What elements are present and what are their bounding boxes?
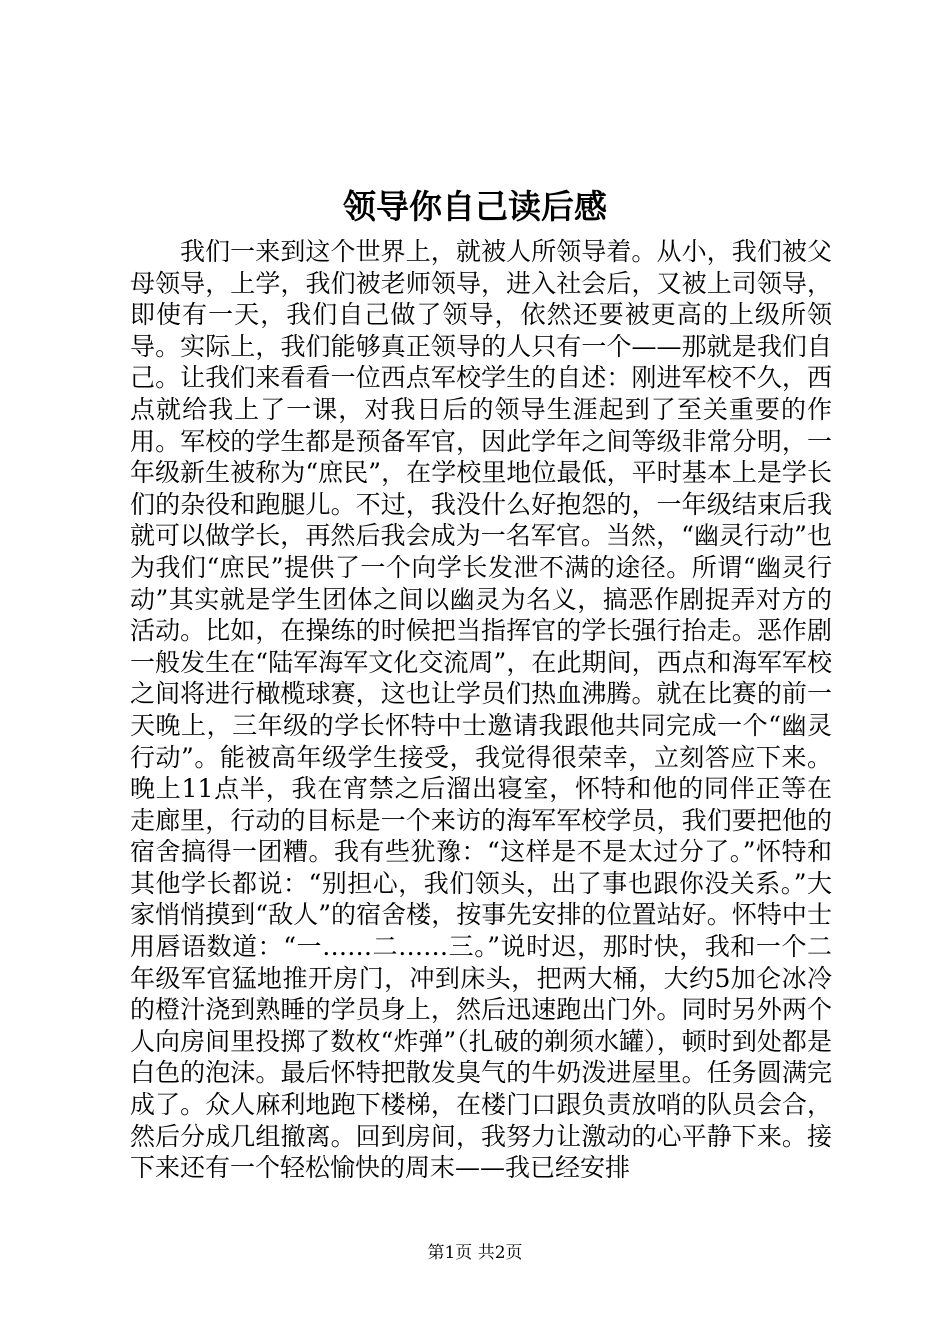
document-body-paragraph: 我们一来到这个世界上，就被人所领导着。从小，我们被父母领导，上学，我们被老师领导，进入社会后，又被上司领导，即使有一天，我们自己做了领导，依然还要被更高的上级所领导。实际上，我们能够真正领导的人只有一个——那就是我们自己。让我们来看看一位西点军校学生的自述：刚进军校不久，西点就给我上了一课，对我日后的领导生涯起到了至关重要的作用。军校的学生都是预备军官，因此学年之间等级非常分明，一年级新生被称为“庶民”，在学校里地位最低，平时基本上是学长们的杂役和跑腿儿。不过，我没什么好抱怨的，一年级结束后我就可以做学长，再然后我会成为一名军官。当然，“幽灵行动”也为我们“庶民”提供了一个向学长发泄不满的途径。所谓“幽灵行动”其实就是学生团体之间以幽灵为名义，搞恶作剧捉弄对方的活动。比如，在操练的时候把当指挥官的学长强行抬走。恶作剧一般发生在“陆军海军文化交流周”，在此期间，西点和海军军校之间将进行橄榄球赛，这也让学员们热血沸腾。就在比赛的前一天晚上，三年级的学长怀特中士邀请我跟他共同完成一个“幽灵行动”。能被高年级学生接受，我觉得很荣幸，立刻答应下来。晚上11点半，我在宵禁之后溜出寝室，怀特和他的同伴正等在走廊里，行动的目标是一个来访的海军军校学员，我们要把他的宿舍搞得一团糟。我有些犹豫：“这样是不是太过分了。”怀特和其他学长都说：“别担心，我们领头，出了事也跟你没关系。”大家悄悄摸到“敌人”的宿舍楼，按事先安排的位置站好。怀特中士用唇语数道：“一……二……三。”说时迟，那时快，我和一个二年级军官猛地推开房门，冲到床头，把两大桶，大约5加仑冰冷的橙汁浇到熟睡的学员身上，然后迅速跑出门外。同时另外两个人向房间里投掷了数枚“炸弹”（扎破的剃须水罐），顿时到处都是白色的泡沫。最后怀特把散发臭气的牛奶泼进屋里。任务圆满完成了。众人麻利地跑下楼梯，在楼门口跟负责放哨的队员会合，然后分成几组撤离。回到房间，我努力让激动的心平静下来。接下来还有一个轻松愉快的周末——我已经安排: [130, 237, 832, 1183]
document-title: 领导你自己读后感: [343, 187, 607, 226]
page-number-footer: 第1页 共2页: [427, 1243, 523, 1263]
